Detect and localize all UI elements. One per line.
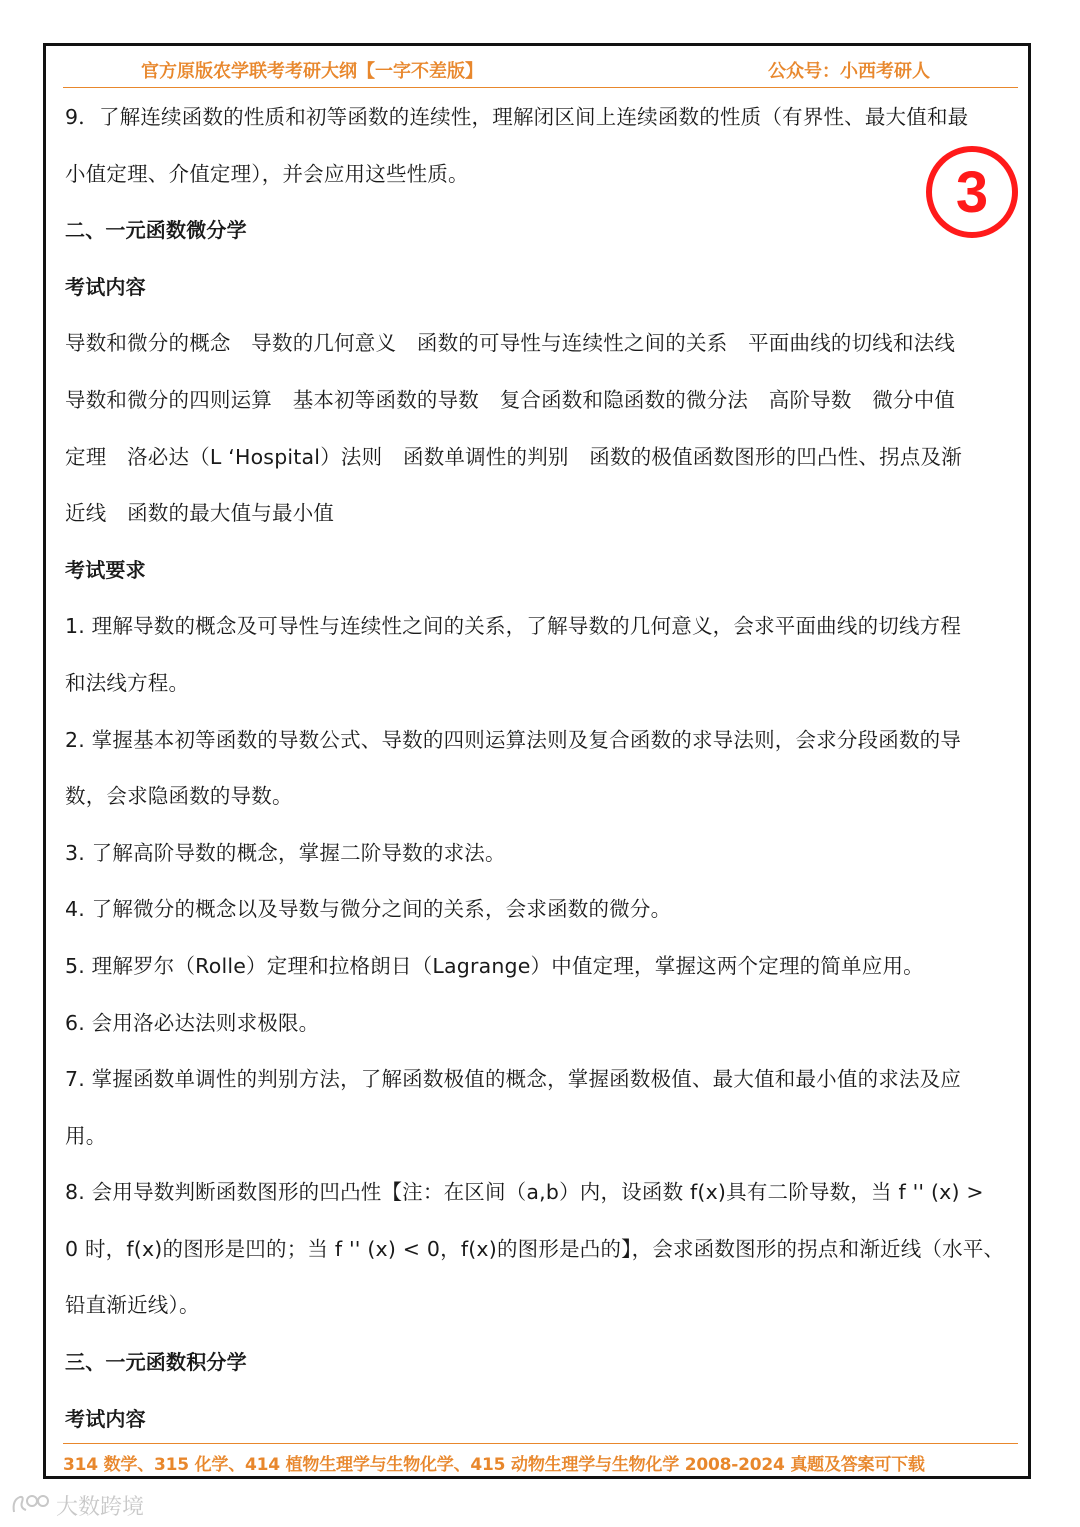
text-line: 6. 会用洛必达法则求极限。 (65, 1010, 320, 1035)
text-line: 3. 了解高阶导数的概念，掌握二阶导数的求法。 (65, 840, 506, 865)
header-account: 公众号：小西考研人 (768, 61, 930, 82)
text-line: 2. 掌握基本初等函数的导数公式、导数的四则运算法则及复合函数的求导法则，会求分段函数的导 (65, 727, 962, 752)
text-line: 8. 会用导数判断函数图形的凹凸性【注：在区间（a,b）内，设函数 f(x)具有二阶导数，当 f '' (x) > (65, 1180, 984, 1205)
text-line: 和法线方程。 (65, 670, 190, 695)
text-line: 0 时，f(x)的图形是凹的；当 f '' (x) < 0，f(x)的图形是凸的】，会求函数图形的拐点和渐近线（水平、 (65, 1236, 1005, 1261)
text-line: 数，会求隐函数的导数。 (65, 784, 293, 809)
text-line: 铅直渐近线）。 (65, 1293, 200, 1318)
text-line: 4. 了解微分的概念以及导数与微分之间的关系，会求函数的微分。 (65, 897, 672, 922)
page-number-badge: 3 (926, 146, 1018, 238)
subsection-heading: 考试要求 (65, 557, 146, 582)
text-line: 用。 (65, 1123, 107, 1148)
watermark (10, 1488, 144, 1522)
page-footer: 314 数学、315 化学、414 植物生理学与生物化学、415 动物生理学与生物化学 2008-2024 真题及答案可下载 (63, 1443, 1018, 1475)
section-heading: 二、一元函数微分学 (65, 218, 247, 243)
subsection-heading: 考试内容 (65, 274, 146, 299)
document-body (65, 89, 1017, 1447)
header-title: 官方原版农学联考考研大纲【一字不差版】 (141, 61, 483, 82)
text-line: 1. 理解导数的概念及可导性与连续性之间的关系，了解导数的几何意义，会求平面曲线的切线方程 (65, 614, 962, 639)
section-heading: 三、一元函数积分学 (65, 1350, 247, 1375)
text-line: 9．了解连续函数的性质和初等函数的连续性，理解闭区间上连续函数的性质（有界性、最大值和最 (65, 105, 969, 129)
text-line: 定理 洛必达（L ‘Hospital）法则 函数单调性的判别 函数的极值函数图形的凹凸性、拐点及渐 (65, 444, 962, 469)
text-line: 5. 理解罗尔（Rolle）定理和拉格朗日（Lagrange）中值定理，掌握这两个定理的简单应用。 (65, 953, 924, 978)
watermark-text: 大数跨境 (56, 1494, 145, 1520)
text-line: 小值定理、介值定理），并会应用这些性质。 (65, 161, 469, 186)
watermark-logo-icon (10, 1492, 50, 1518)
text-line: 导数和微分的四则运算 基本初等函数的导数 复合函数和隐函数的微分法 高阶导数 微分中值 (65, 387, 956, 412)
text-line: 导数和微分的概念 导数的几何意义 函数的可导性与连续性之间的关系 平面曲线的切线和法线 (65, 331, 956, 356)
text-line: 7. 掌握函数单调性的判别方法，了解函数极值的概念，掌握函数极值、最大值和最小值的求法及应 (65, 1067, 962, 1092)
page-header (63, 55, 1018, 88)
text-line: 近线 函数的最大值与最小值 (65, 501, 335, 526)
subsection-heading: 考试内容 (65, 1406, 146, 1431)
